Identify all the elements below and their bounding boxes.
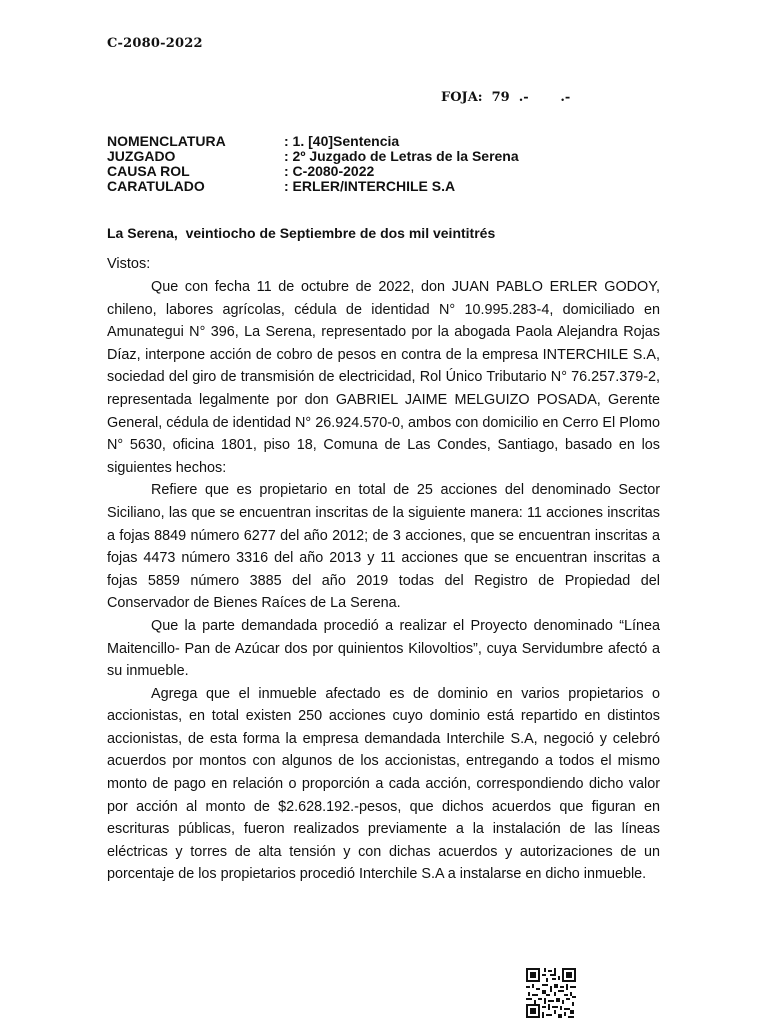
metadata-value: : C-2080-2022	[284, 163, 375, 179]
body-text	[107, 276, 660, 886]
vistos-heading: Vistos:	[107, 256, 151, 272]
metadata-label: JUZGADO	[107, 148, 176, 164]
metadata-row	[107, 164, 519, 179]
qr-code-icon	[526, 968, 576, 1018]
foja-label: FOJA: 79 .- .-	[441, 90, 571, 105]
case-number-header: C-2080-2022	[107, 36, 203, 51]
paragraph: Agrega que el inmueble afectado es de dominio en varios propietarios o accionistas, en total existen 250 acciones cuyo dominio está repartido en distintos accionistas, de esta forma la empresa demandada Interchile S.A, negoció y celebró acuerdos por montos con algunos de los accionistas, entregando a todos el mismo monto de pago en relación o proporción a cada acción, correspondiendo dicho valor por acción al monto de $2.628.192.-pesos, que dichos acuerdos que figuran en escrituras públicas, fueron realizados previamente a la instalación de las líneas eléctricas y torres de alta tensión y con dichas acuerdos y autorizaciones de un porcentaje de los propietarios procedió Interchile S.A a instalarse en dicho inmueble.	[107, 685, 660, 883]
date-line: La Serena, veintiocho de Septiembre de dos mil veintitrés	[107, 225, 496, 241]
paragraph: Que la parte demandada procedió a realizar el Proyecto denominado “Línea Maitencillo- Pan de Azúcar dos por quinientos Kilovoltios”, cuya Servidumbre afectó a su inmueble.	[107, 617, 660, 680]
metadata-label: NOMENCLATURA	[107, 133, 226, 149]
metadata-row	[107, 149, 519, 164]
metadata-row	[107, 179, 519, 194]
metadata-label: CAUSA ROL	[107, 163, 190, 179]
metadata-row	[107, 134, 519, 149]
case-metadata	[107, 134, 519, 194]
paragraph: Que con fecha 11 de octubre de 2022, don JUAN PABLO ERLER GODOY, chileno, labores agrícolas, cédula de identidad N° 10.995.283-4, domiciliado en Amunategui N° 396, La Serena, representado por la abogada Paola Alejandra Rojas Díaz, interpone acción de cobro de pesos en contra de la empresa INTERCHILE S.A, sociedad del giro de transmisión de electricidad, Rol Único Tributario N° 76.257.379-2, representada legalmente por don GABRIEL JAIME MELGUIZO POSADA, Gerente General, cédula de identidad N° 26.924.570-0, ambos con domicilio en Cerro El Plomo N° 5630, oficina 1801, piso 18, Comuna de Las Condes, Santiago, basado en los siguientes hechos:	[107, 279, 660, 476]
metadata-value: : 2º Juzgado de Letras de la Serena	[284, 148, 519, 164]
metadata-label: CARATULADO	[107, 178, 205, 194]
paragraph: Refiere que es propietario en total de 25 acciones del denominado Sector Siciliano, las que se encuentran inscritas de la siguiente manera: 11 acciones inscritas a fojas 8849 número 6277 del año 2012; de 3 acciones, que se encuentran inscritas a fojas 4473 número 3316 del año 2013 y 11 acciones que se encuentran inscritas a fojas 5859 número 3885 del año 2019 todas del Registro de Propiedad del Conservador de Bienes Raíces de La Serena.	[107, 482, 660, 612]
metadata-value: : ERLER/INTERCHILE S.A	[284, 178, 456, 194]
metadata-value: : 1. [40]Sentencia	[284, 133, 400, 149]
